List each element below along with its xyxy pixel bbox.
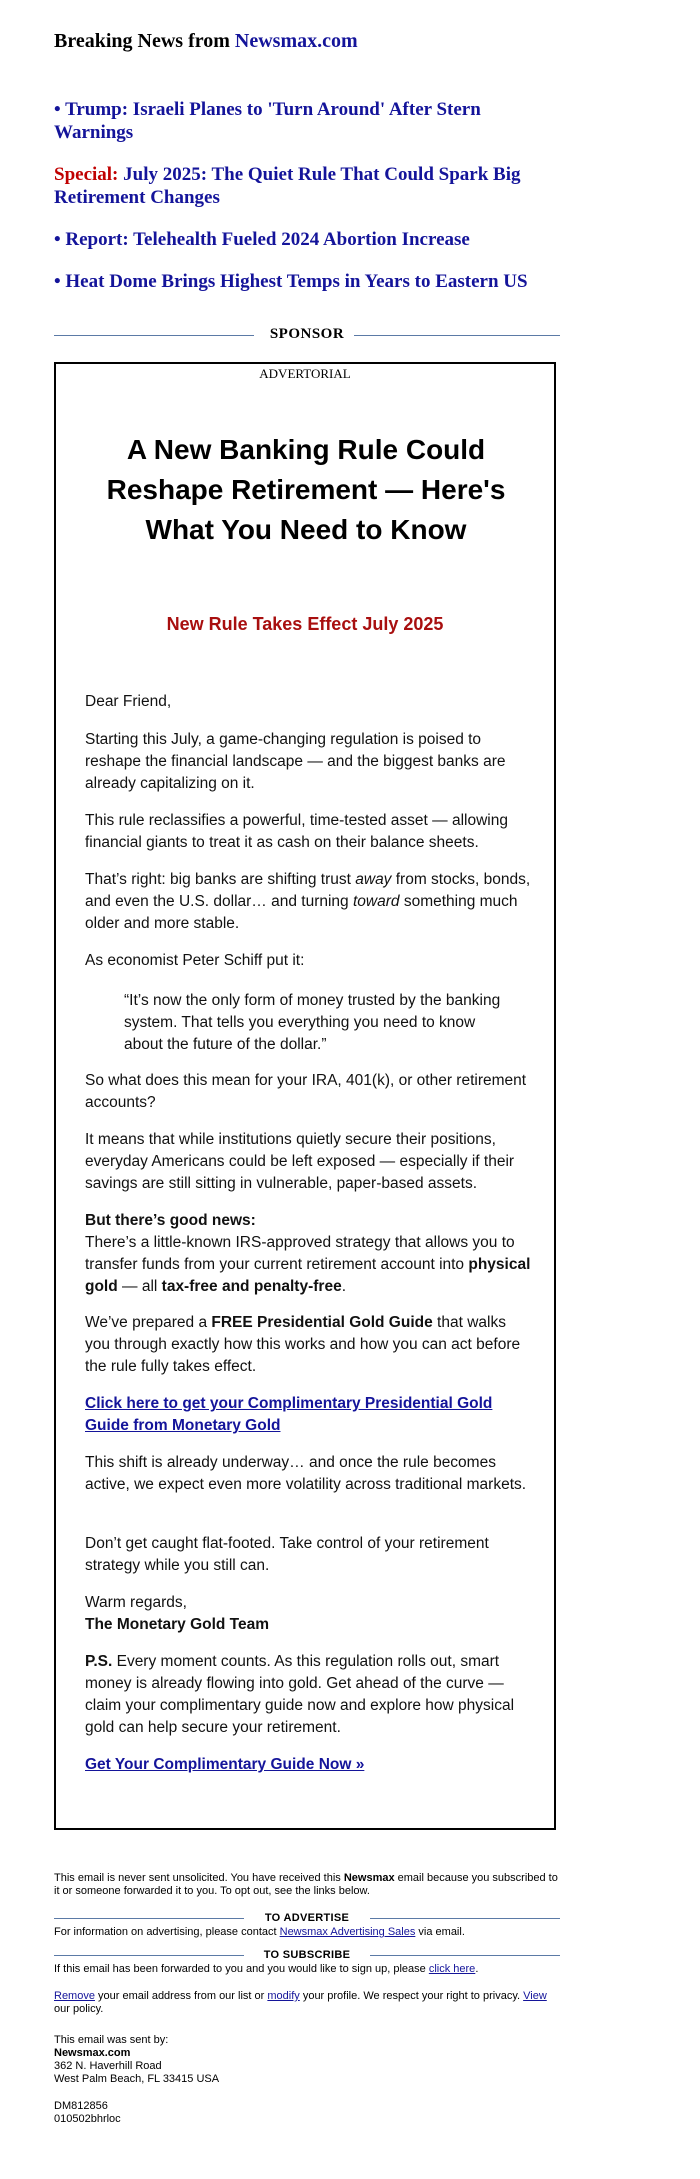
headline-2[interactable] bbox=[54, 163, 560, 209]
paragraph-7 bbox=[85, 1210, 535, 1298]
schiff-quote: “It’s now the only form of money trusted by the banking system. That tells you everything you need to know about the future of the dollar.” bbox=[124, 992, 501, 1053]
paragraph-8 bbox=[85, 1312, 535, 1378]
paragraph-text: This rule reclassifies a powerful, time-tested asset — allowing financial giants to treat it as cash on their balance sheets. bbox=[85, 812, 508, 851]
ps-text: Every moment counts. As this regulation rolls out, smart money is already flowing into gold. Get ahead of the curve — claim your complimentary guide now and explore how physical gold can help secure your retirement. bbox=[85, 1653, 515, 1736]
view-policy-link[interactable]: View bbox=[523, 1990, 547, 2002]
greeting bbox=[85, 691, 535, 713]
subscribe-info bbox=[54, 1963, 560, 1976]
special-label: Special: bbox=[54, 164, 119, 185]
subscribe-a: If this email has been forwarded to you and you would like to sign up, please bbox=[54, 1963, 429, 1975]
advertise-b: via email. bbox=[415, 1926, 465, 1938]
remove-link[interactable]: Remove bbox=[54, 1990, 95, 2002]
p7-b: — all bbox=[117, 1278, 162, 1295]
final-guide-link[interactable]: Get Your Complimentary Guide Now » bbox=[85, 1756, 365, 1773]
brand-link[interactable]: Newsmax.com bbox=[234, 30, 358, 52]
advertise-info bbox=[54, 1926, 560, 1939]
headline-1[interactable] bbox=[54, 98, 560, 144]
p8-b: that walks you through exactly how this works and how you can act before the rule fully takes effect. bbox=[85, 1314, 521, 1375]
tracking-codes bbox=[54, 2100, 560, 2126]
final-cta-paragraph bbox=[85, 1754, 535, 1776]
sponsor-label: SPONSOR bbox=[269, 326, 345, 342]
paragraph-10 bbox=[85, 1533, 535, 1577]
paragraph-3 bbox=[85, 869, 535, 935]
p7-tax-free: tax-free and penalty-free bbox=[161, 1278, 342, 1295]
remove-a: your email address from our list or bbox=[94, 1990, 268, 2002]
headline-bullet: • bbox=[54, 271, 66, 292]
p7-a: There’s a little-known IRS-approved strategy that allows you to transfer funds from your current retirement account into bbox=[85, 1234, 515, 1273]
headline-text: July 2025: The Quiet Rule That Could Spark Big Retirement Changes bbox=[54, 164, 521, 208]
good-news-label: But there’s good news: bbox=[85, 1212, 256, 1229]
advertise-label: TO ADVERTISE bbox=[264, 1912, 350, 1924]
sent-by-label: This email was sent by: bbox=[54, 2034, 169, 2046]
subscribe-b: . bbox=[475, 1963, 479, 1975]
headline-bullet: • bbox=[54, 99, 66, 120]
advertising-sales-link[interactable]: Newsmax Advertising Sales bbox=[279, 1926, 416, 1938]
paragraph-text: This shift is already underway… and once the rule becomes active, we expect even more volatility across traditional markets. bbox=[85, 1454, 527, 1493]
paragraph-1 bbox=[85, 729, 535, 795]
subscribe-label: TO SUBSCRIBE bbox=[263, 1949, 351, 1961]
guide-cta-link[interactable]: Click here to get your Complimentary Presidential Gold Guide from Monetary Gold bbox=[85, 1395, 493, 1434]
paragraph-2 bbox=[85, 810, 535, 854]
paragraph-text: It means that while institutions quietly secure their positions, everyday Americans could be left exposed — especially if their savings are still sitting in vulnerable, paper-based assets. bbox=[85, 1131, 515, 1192]
sponsor-divider bbox=[54, 324, 560, 346]
p3-b: from stocks, bonds, and even the U.S. dollar… and turning bbox=[85, 871, 531, 910]
paragraph-6 bbox=[85, 1129, 535, 1195]
modify-link[interactable]: modify bbox=[267, 1990, 300, 2002]
cta-paragraph bbox=[85, 1393, 535, 1437]
paragraph-9 bbox=[85, 1452, 535, 1496]
headline-text: Heat Dome Brings Highest Temps in Years to Eastern US bbox=[65, 271, 528, 292]
signature: The Monetary Gold Team bbox=[85, 1616, 270, 1633]
p7-c: . bbox=[341, 1278, 346, 1295]
remove-c: our policy. bbox=[54, 2003, 104, 2015]
footer-notice bbox=[54, 1872, 560, 1898]
headline-4[interactable] bbox=[54, 270, 560, 293]
p3-a: That’s right: big banks are shifting trust bbox=[85, 871, 356, 888]
code-2: 010502bhrloc bbox=[54, 2113, 121, 2125]
paragraph-text: So what does this mean for your IRA, 401(k), or other retirement accounts? bbox=[85, 1072, 527, 1111]
privacy-info bbox=[54, 1990, 560, 2016]
newsletter-header bbox=[54, 30, 358, 53]
headline-text: Report: Telehealth Fueled 2024 Abortion Increase bbox=[65, 229, 470, 250]
notice-b: email because you subscribed to it or someone forwarded it to you. To opt out, see the links below. bbox=[54, 1872, 558, 1897]
notice-brand: Newsmax bbox=[343, 1872, 395, 1884]
subscribe-link[interactable]: click here bbox=[428, 1963, 476, 1975]
company-name: Newsmax.com bbox=[54, 2047, 131, 2059]
p3-c: something much older and more stable. bbox=[85, 893, 518, 932]
headline-bullet: • bbox=[54, 229, 66, 250]
sender-info bbox=[54, 2034, 560, 2086]
p3-emphasis-toward: toward bbox=[352, 893, 400, 910]
address-line-1: 362 N. Haverhill Road bbox=[54, 2060, 162, 2072]
advertise-divider bbox=[54, 1912, 560, 1926]
paragraph-text: As economist Peter Schiff put it: bbox=[85, 952, 305, 969]
paragraph-text: Starting this July, a game-changing regulation is poised to reshape the financial landscape — and the biggest banks are already capitalizing on it. bbox=[85, 731, 506, 792]
signoff bbox=[85, 1592, 535, 1636]
address-line-2: West Palm Beach, FL 33415 USA bbox=[54, 2073, 220, 2085]
ad-title: A New Banking Rule Could Reshape Retirement — Here's What You Need to Know bbox=[106, 434, 506, 545]
header-prefix: Breaking News from bbox=[54, 30, 235, 52]
notice-a: This email is never sent unsolicited. You have received this bbox=[54, 1872, 344, 1884]
ad-subtitle: New Rule Takes Effect July 2025 bbox=[166, 614, 444, 634]
remove-b: your profile. We respect your right to privacy. bbox=[299, 1990, 524, 2002]
p8-guide-name: FREE Presidential Gold Guide bbox=[211, 1314, 433, 1331]
p8-a: We’ve prepared a bbox=[85, 1314, 212, 1331]
advertise-a: For information on advertising, please contact bbox=[54, 1926, 280, 1938]
p3-emphasis-away: away bbox=[355, 871, 392, 888]
paragraph-5 bbox=[85, 1070, 535, 1114]
subscribe-divider bbox=[54, 1949, 560, 1963]
ps-label: P.S. bbox=[85, 1653, 113, 1670]
greeting-text: Dear Friend, bbox=[85, 693, 172, 710]
postscript bbox=[85, 1651, 535, 1739]
advertorial-box bbox=[54, 362, 556, 1830]
paragraph-text: Don’t get caught flat-footed. Take control of your retirement strategy while you still can. bbox=[85, 1535, 489, 1574]
paragraph-4 bbox=[85, 950, 535, 972]
advertorial-tag: ADVERTORIAL bbox=[259, 366, 351, 381]
p7-physical-gold: physical gold bbox=[85, 1256, 531, 1295]
signoff-text: Warm regards, bbox=[85, 1594, 187, 1611]
headline-3[interactable] bbox=[54, 228, 560, 251]
code-1: DM812856 bbox=[54, 2100, 108, 2112]
headline-text: Trump: Israeli Planes to 'Turn Around' After Stern Warnings bbox=[54, 99, 481, 143]
